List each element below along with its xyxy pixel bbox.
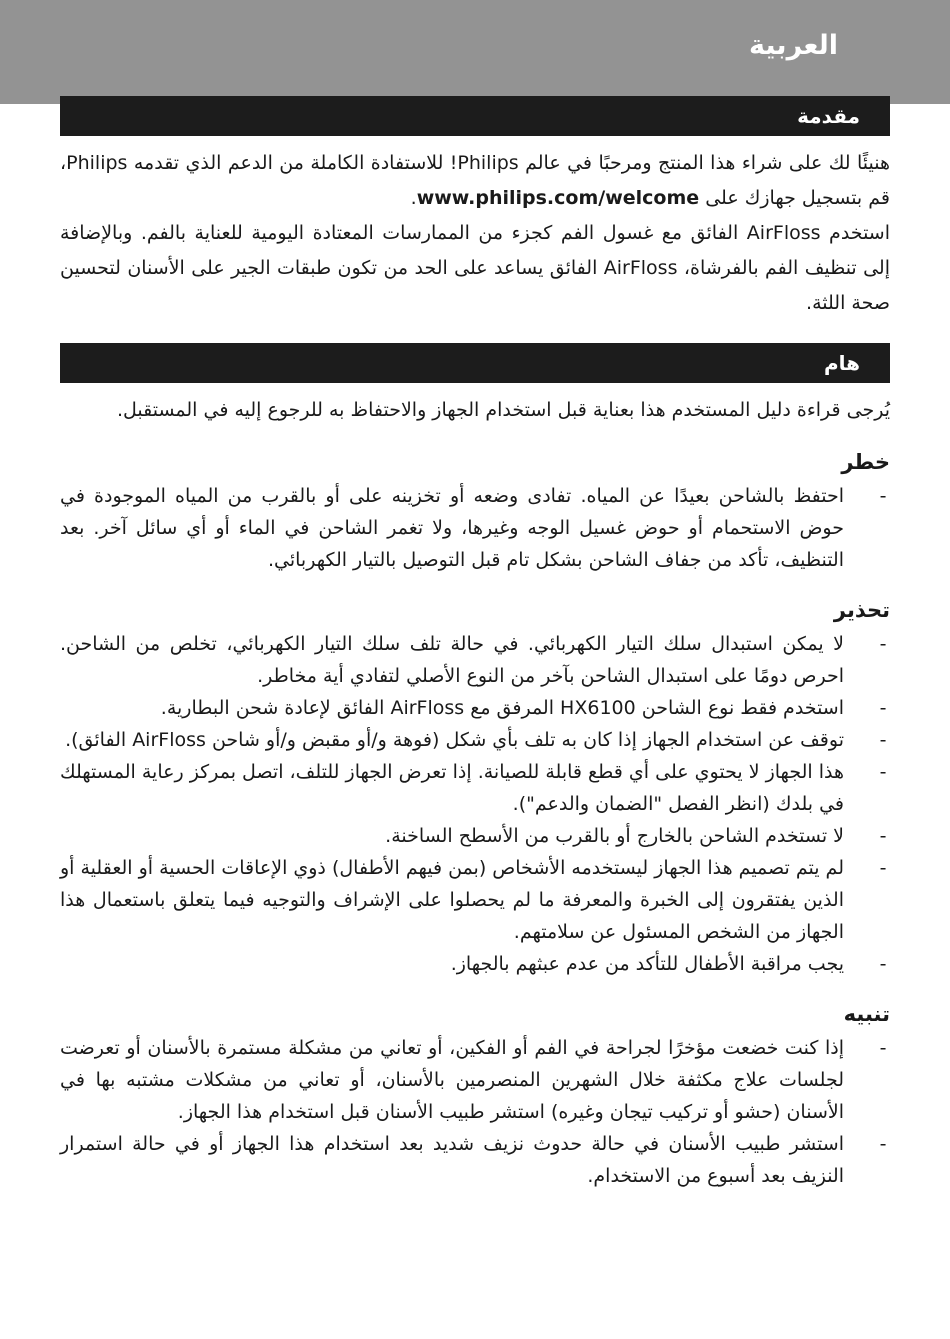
section-heading-important: هام [60,343,890,383]
bullet-dash: - [879,825,887,847]
intro-paragraph-2: استخدم AirFloss الفائق مع غسول الفم كجزء من الممارسات المعتادة اليومية للعناية بالفم. وبالإضافة إلى تنظيف الفم بالفرشاة، AirFloss الفائق يساعد على الحد من تكون طبقات الجير على الأسنان لتحسين صحة اللثة. [60,222,891,314]
warning-list [60,628,890,980]
welcome-link[interactable]: www.philips.com/welcome [416,187,700,209]
bullet-dash: - [879,697,887,719]
list-item: - احتفظ بالشاحن بعيدًا عن المياه. تفادى وضعه أو تخزينه على أو بالقرب من المياه الموجودة في حوض الاستحمام أو حوض غسيل الوجه وغيرها، ولا تغمر الشاحن في الماء أو أي سائل آخر. بعد التنظيف، تأكد من جفاف الشاحن بشكل تام قبل التوصيل بالتيار الكهربائي. [60,480,890,576]
bullet-dash: - [879,761,887,783]
list-item: - هذا الجهاز لا يحتوي على أي قطع قابلة للصيانة. إذا تعرض الجهاز للتلف، اتصل بمركز رعاية المستهلك في بلدك (انظر الفصل "الضمان والدعم"). [60,756,890,820]
caution-heading: تنبيه [843,1002,890,1026]
intro-text-after-link: . [410,187,417,209]
list-item: - لم يتم تصميم هذا الجهاز ليستخدمه الأشخاص (بمن فيهم الأطفال) ذوي الإعاقات الحسية أو العقلية أو الذين يفتقرون إلى الخبرة والمعرفة ما لم يحصلوا على الإشراف والتوجيه فيما يتعلق باستعمال هذا الجهاز من الشخص المسئول عن سلامتهم. [60,852,890,948]
list-item: - إذا كنت خضعت مؤخرًا لجراحة في الفم أو الفكين، أو تعاني من مشكلة مستمرة بالأسنان أو تعرضت لجلسات علاج مكثفة خلال الشهرين المنصرمين بالأسنان، أو تعاني من مشكلات مشتبه بها في الأسنان (حشو أو تركيب تيجان وغيره) استشر طبيب الأسنان قبل استخدام هذا الجهاز. [60,1032,890,1128]
warning-heading: تحذير [833,598,890,622]
bullet-dash: - [879,633,887,655]
danger-list [60,480,890,576]
list-item: - استشر طبيب الأسنان في حالة حدوث نزيف شديد بعد استخدام هذا الجهاز أو في حالة استمرار النزيف بعد أسبوع من الاستخدام. [60,1128,890,1192]
bullet-dash: - [879,485,887,507]
language-title: العربية [749,30,838,61]
bullet-dash: - [879,1133,887,1155]
list-item: - لا يمكن استبدال سلك التيار الكهربائي. في حالة تلف سلك التيار الكهربائي، تخلص من الشاحن. احرص دومًا على استبدال الشاحن بآخر من النوع الأصلي لتفادي أية مخاطر. [60,628,890,692]
bullet-dash: - [879,953,887,975]
important-paragraph: يُرجى قراءة دليل المستخدم هذا بعناية قبل استخدام الجهاز والاحتفاظ به للرجوع إليه في المستقبل. [116,399,890,421]
list-item: - توقف عن استخدام الجهاز إذا كان به تلف بأي شكل (فوهة و/أو مقبض و/أو شاحن AirFloss الفائق). [60,724,890,756]
list-item: - يجب مراقبة الأطفال للتأكد من عدم عبثهم بالجهاز. [60,948,890,980]
danger-heading: خطر [841,450,890,474]
bullet-dash: - [879,1037,887,1059]
language-header-band [0,0,950,104]
caution-list [60,1032,890,1192]
intro-text-before-link: هنيئًا لك على شراء هذا المنتج ومرحبًا في عالم Philips! للاستفادة الكاملة من الدعم الذي تقدمه Philips، قم بتسجيل جهازك على [60,152,890,209]
intro-paragraph-1 [60,146,890,216]
bullet-dash: - [879,729,887,751]
bullet-dash: - [879,857,887,879]
section-heading-introduction: مقدمة [60,96,890,136]
list-item: - استخدم فقط نوع الشاحن HX6100 المرفق مع AirFloss الفائق لإعادة شحن البطارية. [60,692,890,724]
page-content [60,96,890,1192]
list-item: - لا تستخدم الشاحن بالخارج أو بالقرب من الأسطح الساخنة. [60,820,890,852]
